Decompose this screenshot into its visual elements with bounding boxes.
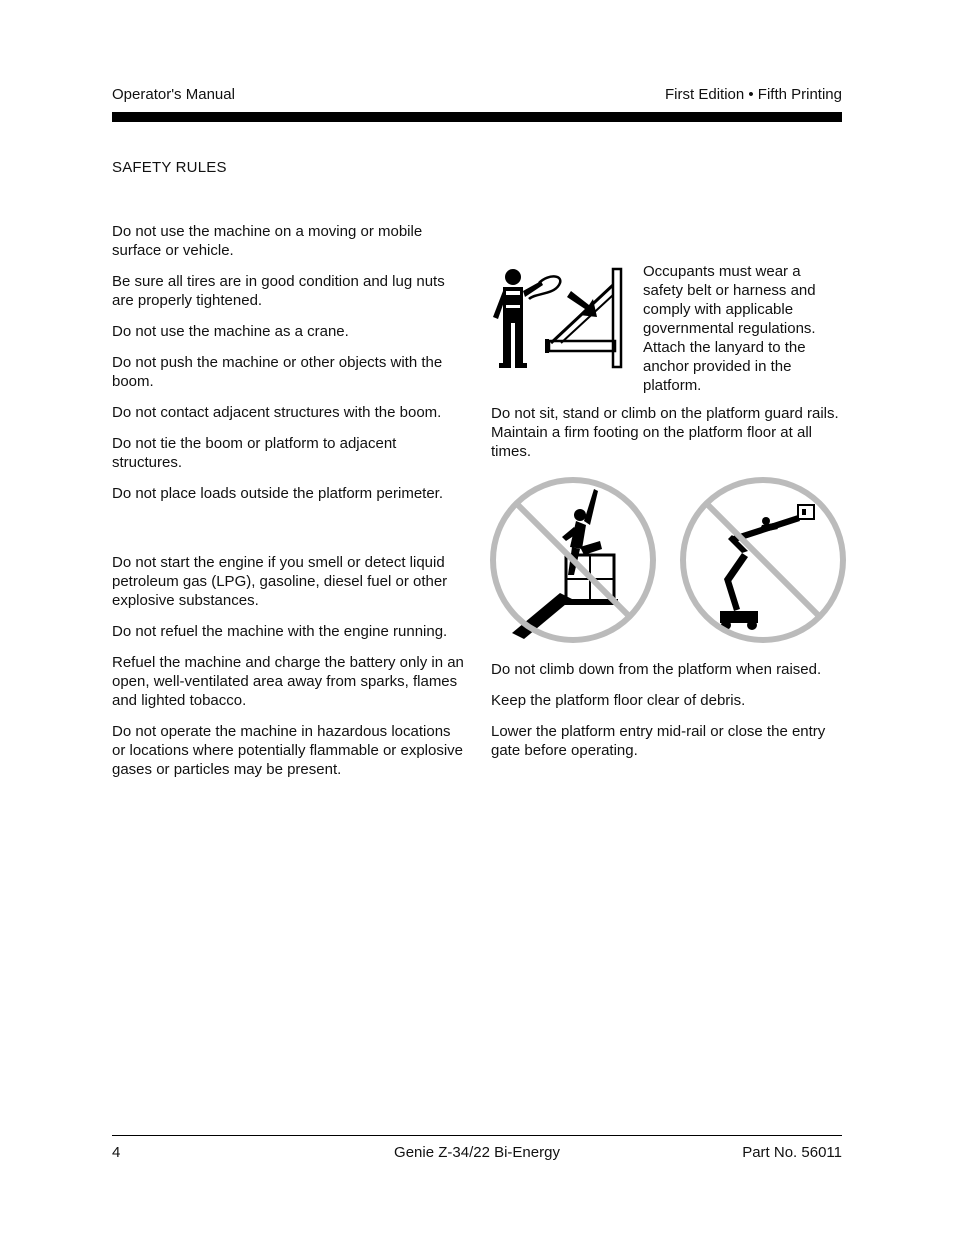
- section-title: SAFETY RULES: [112, 159, 227, 176]
- footer-page-number: 4: [112, 1144, 121, 1161]
- rule-guard-rails: Do not sit, stand or climb on the platform guard rails. Maintain a firm footing on the platform floor at all times.: [491, 405, 839, 460]
- harness-illustration: [489, 265, 629, 373]
- left-column-group-1: [112, 222, 464, 515]
- rule-tires: Be sure all tires are in good condition and lug nuts are properly tightened.: [112, 273, 445, 309]
- footer-part-number: Part No. 56011: [742, 1144, 842, 1161]
- rule-adjacent-structures: Do not contact adjacent structures with the boom.: [112, 404, 442, 421]
- rule-climb-down-raised: Do not climb down from the platform when raised.: [491, 661, 822, 678]
- right-column-after-figures: [491, 660, 843, 772]
- rule-hazardous-locations: Do not operate the machine in hazardous locations or locations where potentially flammable or explosive gases or particles may be present.: [112, 723, 464, 778]
- header-edition: First Edition • Fifth Printing: [665, 86, 842, 103]
- guard-rail-block: [491, 404, 843, 473]
- no-climbing-down-illustration: [678, 475, 848, 645]
- header-rule: [112, 112, 842, 122]
- rule-entry-midrail: Lower the platform entry mid-rail or close the entry gate before operating.: [491, 723, 826, 759]
- rule-loads-perimeter: Do not place loads outside the platform perimeter.: [112, 485, 444, 502]
- rule-crane: Do not use the machine as a crane.: [112, 323, 349, 340]
- rule-moving-surface: Do not use the machine on a moving or mobile surface or vehicle.: [112, 223, 423, 259]
- rule-explosive-substances: Do not start the engine if you smell or detect liquid petroleum gas (LPG), gasoline, diesel fuel or other explosive substances.: [112, 554, 448, 609]
- left-column-group-2: [112, 553, 464, 791]
- rule-refuel-engine-running: Do not refuel the machine with the engine running.: [112, 623, 448, 640]
- no-climbing-rails-illustration: [488, 475, 658, 645]
- footer-rule: [112, 1135, 842, 1136]
- footer-model: Genie Z-34/22 Bi-Energy: [394, 1144, 560, 1161]
- rule-refuel-ventilated: Refuel the machine and charge the battery only in an open, well-ventilated area away from sparks, flames and lighted tobacco.: [112, 654, 464, 709]
- rule-platform-debris: Keep the platform floor clear of debris.: [491, 692, 746, 709]
- harness-instruction: Occupants must wear a safety belt or harness and comply with applicable governmental regulations. Attach the lanyard to the anchor provided in the platform.: [643, 263, 816, 394]
- header-manual-title: Operator's Manual: [112, 86, 235, 103]
- rule-tie-boom: Do not tie the boom or platform to adjacent structures.: [112, 435, 397, 471]
- rule-push-objects: Do not push the machine or other objects with the boom.: [112, 354, 443, 390]
